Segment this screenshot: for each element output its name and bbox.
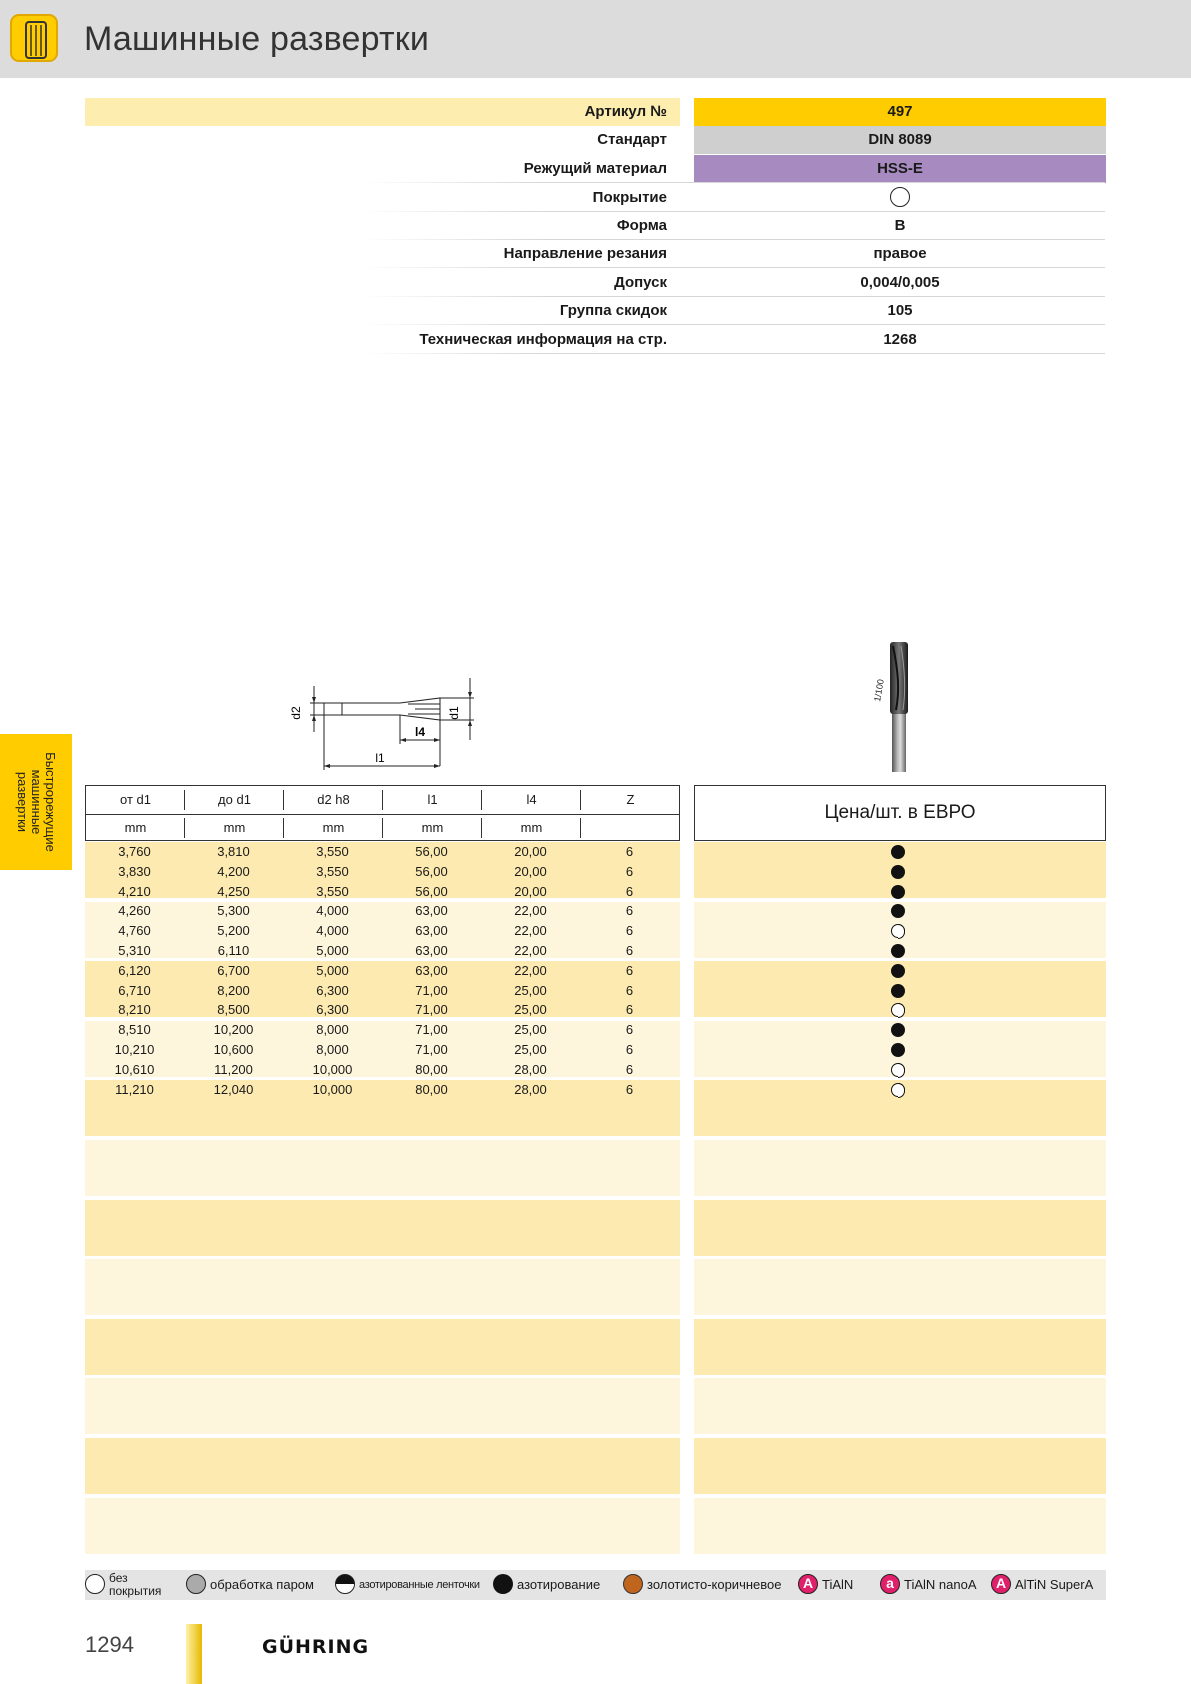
column-separator [184, 818, 185, 838]
table-cell: 5,000 [316, 943, 349, 958]
table-cell: 10,000 [312, 1081, 353, 1097]
table-cell: 10,210 [114, 1042, 155, 1057]
price-header-label: Цена/шт. в ЕВРО [824, 802, 976, 823]
table-cell: 6 [625, 943, 634, 958]
partial-stock-dot-icon [891, 1003, 905, 1017]
reamer-tool-icon [10, 14, 58, 62]
table-cell: 71,00 [415, 982, 448, 998]
table-band [85, 1140, 680, 1196]
column-header: от d1 [120, 792, 151, 807]
side-tab-label [15, 752, 57, 852]
d1-label: d1 [447, 706, 461, 720]
side-tab-line: развертки [15, 771, 30, 833]
column-separator [283, 818, 284, 838]
table-cell: 71,00 [415, 1002, 448, 1018]
spec-value: HSS-E [694, 155, 1106, 183]
table-cell: 3,760 [118, 844, 151, 859]
in-stock-dot-icon [891, 865, 905, 879]
table-band [85, 1200, 680, 1256]
column-separator [382, 818, 383, 838]
table-cell: 3,550 [316, 844, 349, 859]
table-cell: 22,00 [514, 923, 547, 939]
spec-divider [360, 267, 1105, 268]
table-cell: 63,00 [415, 923, 448, 939]
table-cell: 6 [625, 844, 634, 859]
table-row [85, 941, 680, 961]
partial-stock-dot-icon [891, 1063, 905, 1077]
uncoated-circle-icon [890, 187, 910, 207]
table-cell: 80,00 [415, 1081, 448, 1097]
table-band [694, 1200, 1106, 1256]
spec-divider [360, 182, 1105, 183]
table-cell: 63,00 [415, 903, 448, 919]
table-cell: 6 [625, 1022, 634, 1038]
table-cell: 10,200 [213, 1022, 254, 1038]
spec-value: 1268 [883, 331, 917, 348]
page-header [0, 0, 1191, 78]
in-stock-dot-icon [891, 984, 905, 998]
spec-value: 0,004/0,005 [860, 274, 940, 291]
table-cell: 11,200 [214, 1061, 253, 1077]
table-cell: 28,00 [514, 1061, 547, 1077]
table-cell: 71,00 [415, 1042, 448, 1057]
spec-value: B [894, 217, 906, 234]
legend-label: без покрытия [109, 1571, 162, 1598]
table-band [694, 1140, 1106, 1196]
spec-label: Артикул № [584, 103, 667, 120]
table-cell: 5,200 [217, 923, 250, 939]
table-cell: 6 [625, 1002, 634, 1018]
table-cell: 6 [625, 1061, 634, 1077]
table-cell: 3,810 [217, 844, 250, 859]
table-cell: 20,00 [514, 844, 547, 859]
tialn-nanoa-badge-icon: a [880, 1574, 900, 1594]
table-row [85, 1060, 680, 1080]
spec-value: 105 [887, 302, 913, 319]
spec-value: правое [873, 245, 927, 262]
table-cell: 6,300 [316, 1002, 349, 1018]
partial-stock-dot-icon [891, 924, 905, 938]
scale-label: 1/100 [872, 678, 886, 703]
table-band [85, 1378, 680, 1434]
table-cell: 56,00 [415, 844, 448, 859]
spec-row [0, 212, 1191, 240]
header-divider [86, 814, 679, 815]
legend-label: TiAlN [822, 1577, 854, 1592]
column-header: до d1 [218, 792, 251, 807]
table-cell: 12,040 [213, 1081, 254, 1097]
table-band [85, 1319, 680, 1375]
gold-brown-circle-icon [623, 1574, 643, 1594]
table-cell: 63,00 [415, 962, 448, 978]
d2-label: d2 [289, 706, 303, 720]
table-cell: 25,00 [514, 1002, 547, 1018]
altin-supera-badge-icon: A [991, 1574, 1011, 1594]
spec-value [694, 184, 1106, 212]
table-cell: 20,00 [514, 863, 547, 879]
column-unit: mm [421, 820, 444, 835]
table-row [85, 1040, 680, 1060]
uncoated-circle-icon [85, 1574, 105, 1594]
nitrided-circle-icon [493, 1574, 513, 1594]
side-tab-line: Быстрорежущие [43, 752, 58, 852]
table-cell: 4,760 [118, 923, 151, 939]
table-header [85, 785, 680, 841]
in-stock-dot-icon [891, 1043, 905, 1057]
table-cell: 28,00 [514, 1081, 547, 1097]
spec-row [0, 184, 1191, 212]
table-cell: 8,000 [316, 1022, 349, 1038]
spec-row [0, 98, 1191, 126]
price-header [694, 785, 1106, 841]
column-header: d2 h8 [317, 792, 350, 807]
spec-row [0, 126, 1191, 154]
table-row [85, 1020, 680, 1040]
spec-row [0, 240, 1191, 268]
steam-treated-circle-icon [186, 1574, 206, 1594]
table-cell: 4,260 [118, 903, 151, 919]
spec-value: DIN 8089 [694, 126, 1106, 154]
column-separator [481, 790, 482, 810]
table-row [85, 842, 680, 862]
table-cell: 5,310 [118, 943, 151, 958]
table-row [85, 882, 680, 902]
table-cell: 8,500 [217, 1002, 250, 1018]
l1-label: l1 [375, 751, 385, 765]
column-unit: mm [124, 820, 147, 835]
table-cell: 10,000 [312, 1061, 353, 1077]
table-cell: 8,510 [118, 1022, 151, 1038]
table-cell: 6,300 [316, 982, 349, 998]
legend-label: AlTiN SuperA [1015, 1577, 1094, 1592]
partial-stock-dot-icon [891, 1083, 905, 1097]
table-row [85, 901, 680, 921]
l4-label: l4 [414, 725, 426, 739]
spec-label: Покрытие [592, 189, 667, 206]
table-row [85, 862, 680, 882]
spec-label: Техническая информация на стр. [419, 331, 667, 348]
column-unit: mm [322, 820, 345, 835]
table-band [85, 1259, 680, 1315]
table-cell: 5,300 [217, 903, 250, 919]
column-separator [580, 818, 581, 838]
table-cell: 22,00 [514, 943, 547, 958]
legend-label: азотированные ленточки [359, 1579, 480, 1591]
table-cell: 6 [625, 982, 634, 998]
page-title: Машинные развертки [84, 20, 430, 58]
table-cell: 10,600 [213, 1042, 254, 1057]
table-cell: 6 [625, 1081, 634, 1097]
table-cell: 8,000 [316, 1042, 349, 1057]
nitrided-lands-circle-icon [335, 1574, 355, 1594]
spec-value: 497 [694, 98, 1106, 126]
table-cell: 6,700 [217, 962, 250, 978]
table-band [694, 1498, 1106, 1554]
table-band [694, 1259, 1106, 1315]
spec-label: Режущий материал [523, 160, 667, 177]
table-cell: 8,200 [217, 982, 250, 998]
table-row [85, 1080, 680, 1100]
legend-label: обработка паром [210, 1577, 314, 1592]
table-row [85, 961, 680, 981]
in-stock-dot-icon [891, 944, 905, 958]
table-band [85, 1498, 680, 1554]
column-separator [184, 790, 185, 810]
table-cell: 4,210 [118, 883, 151, 899]
table-band [694, 1438, 1106, 1494]
dimension-drawing [280, 670, 490, 780]
spec-divider [360, 324, 1105, 325]
table-row [85, 981, 680, 1001]
spec-row [0, 155, 1191, 183]
side-tab-line: машинные [29, 769, 44, 835]
table-cell: 56,00 [415, 883, 448, 899]
spec-label: Направление резания [503, 245, 667, 262]
spec-row [0, 297, 1191, 325]
column-header: l1 [427, 792, 438, 807]
tialn-badge-icon: A [798, 1574, 818, 1594]
spec-label: Форма [616, 217, 667, 234]
table-cell: 4,200 [217, 863, 250, 879]
legend-label: золотисто-коричневое [647, 1577, 782, 1592]
column-separator [283, 790, 284, 810]
table-cell: 63,00 [415, 943, 448, 958]
table-cell: 25,00 [514, 982, 547, 998]
brand-logo: GÜHRING [262, 1636, 370, 1658]
legend-label: азотирование [517, 1577, 601, 1592]
column-separator [382, 790, 383, 810]
table-cell: 20,00 [514, 883, 547, 899]
column-unit: mm [223, 820, 246, 835]
table-cell: 6,120 [118, 962, 151, 978]
column-header: l4 [526, 792, 537, 807]
legend-label: TiAlN nanoA [904, 1577, 977, 1592]
table-cell: 3,830 [118, 863, 151, 879]
footer-accent-bar [186, 1624, 202, 1684]
table-cell: 6 [625, 962, 634, 978]
table-cell: 25,00 [514, 1042, 547, 1057]
table-cell: 80,00 [415, 1061, 448, 1077]
table-cell: 3,550 [316, 863, 349, 879]
spec-label: Стандарт [597, 131, 667, 148]
table-cell: 6 [625, 903, 634, 919]
column-separator [580, 790, 581, 810]
table-cell: 6 [625, 923, 634, 939]
table-cell: 6 [625, 883, 634, 899]
spec-label: Группа скидок [559, 302, 667, 319]
column-header: Z [626, 792, 635, 807]
table-cell: 22,00 [514, 962, 547, 978]
table-cell: 11,210 [115, 1081, 154, 1097]
column-separator [481, 818, 482, 838]
table-cell: 71,00 [415, 1022, 448, 1038]
table-cell: 8,210 [118, 1002, 151, 1018]
in-stock-dot-icon [891, 964, 905, 978]
spec-row [0, 269, 1191, 297]
table-row [85, 921, 680, 941]
table-band [694, 1378, 1106, 1434]
table-cell: 3,550 [316, 883, 349, 899]
section-side-tab[interactable] [0, 734, 72, 870]
table-cell: 56,00 [415, 863, 448, 879]
table-cell: 6,110 [217, 943, 250, 958]
page-number: 1294 [85, 1632, 134, 1657]
table-cell: 6,710 [118, 982, 151, 998]
table-cell: 4,000 [316, 923, 349, 939]
spec-row [0, 326, 1191, 354]
table-band [694, 1319, 1106, 1375]
table-cell: 25,00 [514, 1022, 547, 1038]
table-cell: 4,250 [217, 883, 250, 899]
table-cell: 6 [625, 863, 634, 879]
table-cell: 22,00 [514, 903, 547, 919]
table-cell: 10,610 [114, 1061, 155, 1077]
table-cell: 6 [625, 1042, 634, 1057]
reamer-photo [870, 640, 930, 775]
spec-divider [360, 353, 1105, 354]
coating-legend [85, 1570, 1106, 1600]
table-cell: 5,000 [316, 962, 349, 978]
table-cell: 4,000 [316, 903, 349, 919]
spec-label: Допуск [614, 274, 667, 291]
in-stock-dot-icon [891, 845, 905, 859]
table-row [85, 1000, 680, 1020]
column-unit: mm [520, 820, 543, 835]
in-stock-dot-icon [891, 885, 905, 899]
table-band [85, 1438, 680, 1494]
